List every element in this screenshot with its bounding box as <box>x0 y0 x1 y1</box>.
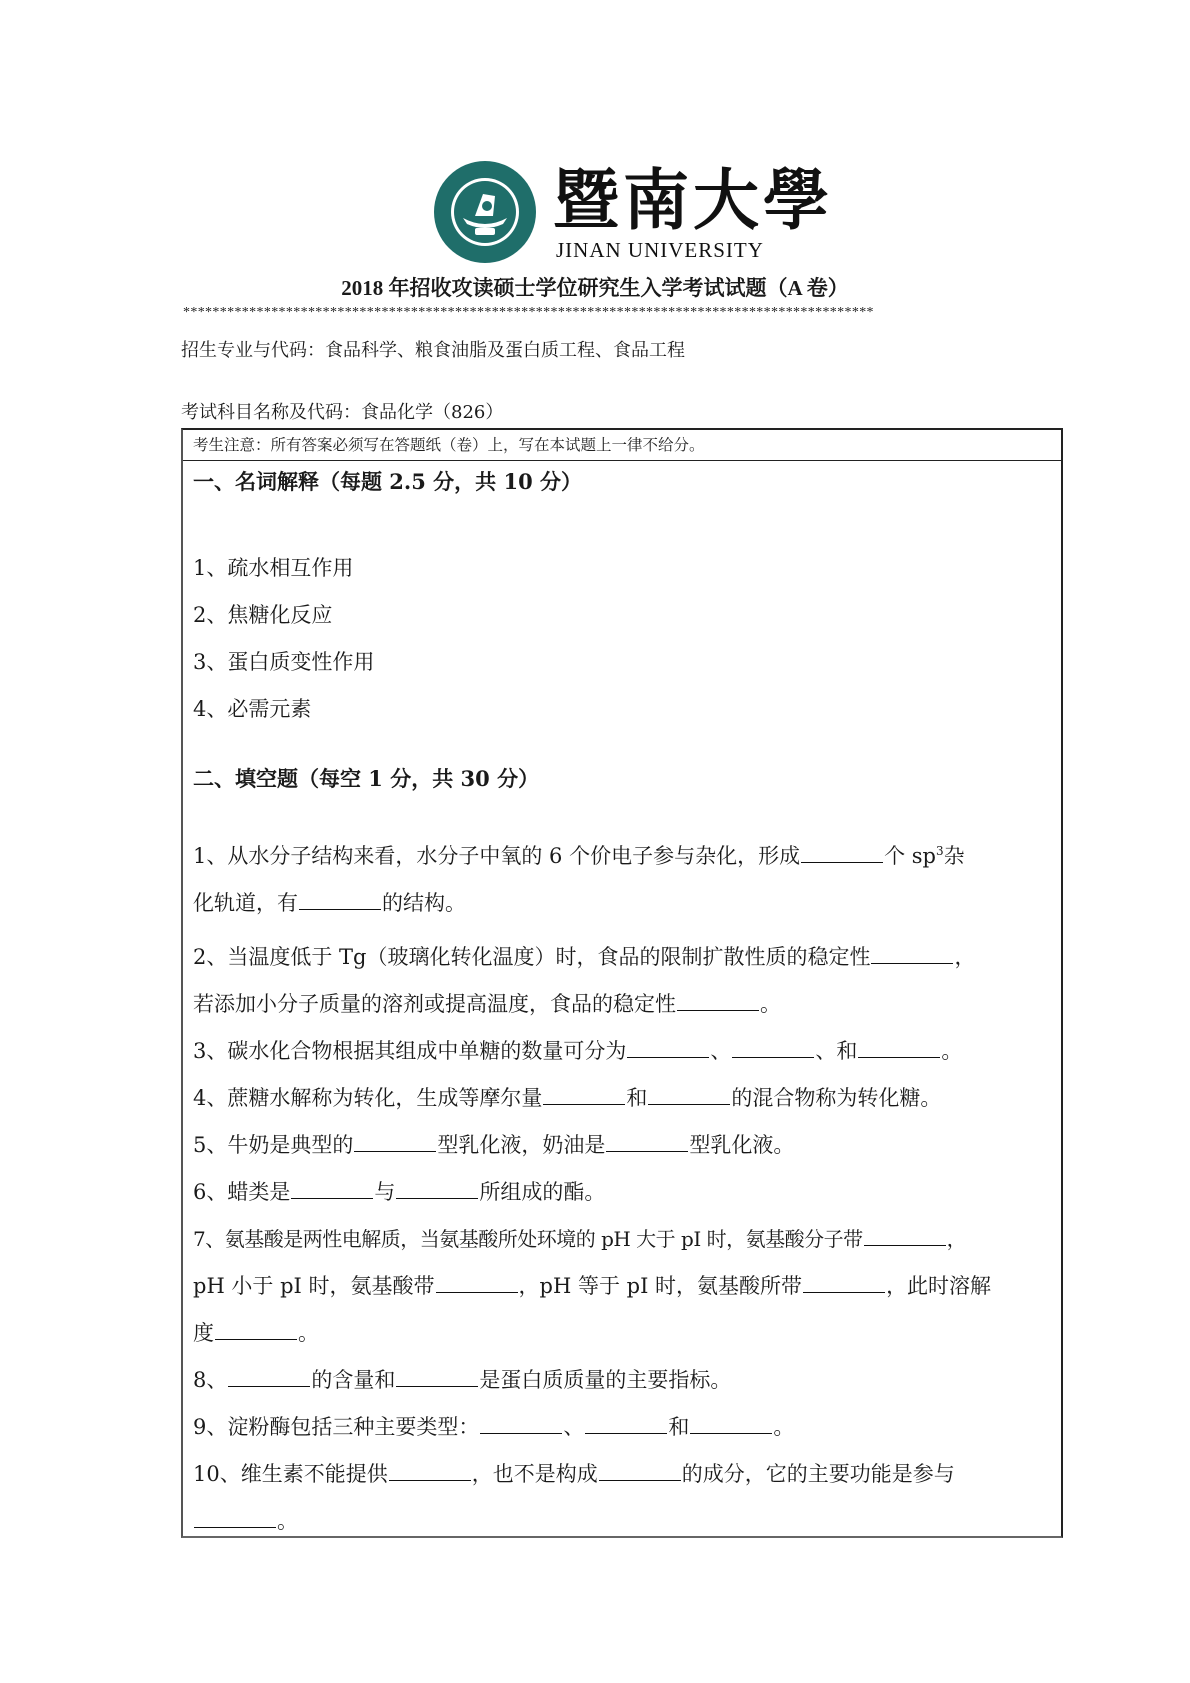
answer-blank <box>389 1462 471 1481</box>
q-text: 3、碳水化合物根据其组成中单糖的数量可分为 <box>193 1039 627 1063</box>
question-6 <box>193 1176 605 1206</box>
question-box <box>181 428 1063 1538</box>
q-text: 7、氨基酸是两性电解质，当氨基酸所处环境的 pH 大于 pI 时，氨基酸分子带 <box>193 1227 863 1251</box>
q-text: 6、蜡类是 <box>193 1180 291 1204</box>
answer-blank <box>606 1133 688 1152</box>
q-text: 是蛋白质质量的主要指标。 <box>479 1368 732 1392</box>
q-text: 和 <box>626 1086 648 1110</box>
q-text: 所组成的酯。 <box>479 1180 606 1204</box>
answer-blank <box>871 945 953 964</box>
q-text: pH 小于 pI 时，氨基酸带 <box>193 1274 435 1298</box>
question-4 <box>193 1082 941 1112</box>
question-1-cont <box>193 887 466 917</box>
q-text: ，pH 等于 pI 时，氨基酸所带 <box>518 1274 803 1298</box>
question-2 <box>193 941 975 971</box>
star-divider: ********************************************************************************************** <box>183 305 874 320</box>
q-text: 、 <box>563 1415 585 1439</box>
question-7-cont2 <box>193 1317 319 1347</box>
question-7-cont <box>193 1270 991 1300</box>
section1-heading: 一、名词解释（每题 2.5 分，共 10 分） <box>193 469 583 494</box>
major-line: 招生专业与代码：食品科学、粮食油脂及蛋白质工程、食品工程 <box>181 340 685 361</box>
q-text: 和 <box>668 1415 690 1439</box>
university-name-en: JINAN UNIVERSITY <box>556 238 764 262</box>
university-seal-logo <box>433 160 537 264</box>
term-item: 3、蛋白质变性作用 <box>193 650 375 674</box>
answer-blank <box>648 1086 730 1105</box>
q-text: ， <box>954 945 976 969</box>
q-text: 。 <box>773 1415 795 1439</box>
answer-blank <box>543 1086 625 1105</box>
answer-blank <box>354 1133 436 1152</box>
answer-blank <box>299 891 381 910</box>
answer-blank <box>215 1321 297 1340</box>
q-text: 。 <box>298 1321 319 1345</box>
q-text: 。 <box>277 1509 298 1533</box>
question-8 <box>193 1364 731 1394</box>
section2-heading: 二、填空题（每空 1 分，共 30 分） <box>193 766 540 791</box>
q-text: 杂 <box>943 844 965 868</box>
answer-blank <box>228 1368 310 1387</box>
q-text: 的混合物称为转化糖。 <box>731 1086 942 1110</box>
q-text: 、和 <box>815 1039 858 1063</box>
question-2-cont <box>193 988 781 1018</box>
university-name-cn: 暨南大學 <box>553 161 833 239</box>
q-superscript: 3 <box>935 844 944 858</box>
question-9 <box>193 1411 794 1441</box>
answer-blank <box>803 1274 885 1293</box>
question-3 <box>193 1035 962 1065</box>
q-text: 若添加小分子质量的溶剂或提高温度，食品的稳定性 <box>193 992 676 1016</box>
answer-blank <box>194 1509 276 1528</box>
answer-blank <box>396 1180 478 1199</box>
answer-blank <box>585 1415 667 1434</box>
answer-blank <box>801 844 883 863</box>
q-text: ，也不是构成 <box>471 1462 598 1486</box>
answer-blank <box>732 1039 814 1058</box>
seal-icon <box>433 160 537 264</box>
q-text: 度 <box>193 1321 214 1345</box>
answer-blank <box>858 1039 940 1058</box>
question-7 <box>193 1223 966 1252</box>
q-text: 、 <box>710 1039 732 1063</box>
q-text: ， <box>946 1227 967 1251</box>
q-text: ，此时溶解 <box>886 1274 992 1298</box>
q-text: 个 sp <box>884 844 936 868</box>
term-item: 4、必需元素 <box>193 697 312 721</box>
question-10 <box>193 1458 955 1488</box>
q-text: 的含量和 <box>311 1368 396 1392</box>
question-5 <box>193 1129 794 1159</box>
q-text: 的成分，它的主要功能是参与 <box>681 1462 955 1486</box>
q-text: 1、从水分子结构来看，水分子中氧的 6 个价电子参与杂化，形成 <box>193 844 801 868</box>
q-text: 。 <box>941 1039 963 1063</box>
answer-blank <box>291 1180 373 1199</box>
answer-blank <box>436 1274 518 1293</box>
q-text: 2、当温度低于 Tg（玻璃化转化温度）时，食品的限制扩散性质的稳定性 <box>193 945 871 969</box>
q-text: 5、牛奶是典型的 <box>193 1133 354 1157</box>
q-text: 型乳化液，奶油是 <box>437 1133 606 1157</box>
answer-blank <box>396 1368 478 1387</box>
term-item: 1、疏水相互作用 <box>193 556 354 580</box>
term-item: 2、焦糖化反应 <box>193 603 333 627</box>
subject-line: 考试科目名称及代码：食品化学（826） <box>181 402 504 423</box>
answer-blank <box>480 1415 562 1434</box>
q-text: 的结构。 <box>382 891 466 915</box>
q-text: 9、淀粉酶包括三种主要类型： <box>193 1415 480 1439</box>
q-text: 4、蔗糖水解称为转化，生成等摩尔量 <box>193 1086 543 1110</box>
exam-title: 2018 年招收攻读硕士学位研究生入学考试试题（A 卷） <box>341 276 849 300</box>
q-text: 8、 <box>193 1368 228 1392</box>
answer-blank <box>627 1039 709 1058</box>
q-text: 化轨道，有 <box>193 891 298 915</box>
question-10-cont <box>193 1505 298 1535</box>
q-text: 10、维生素不能提供 <box>193 1462 388 1486</box>
answer-blank <box>677 992 759 1011</box>
q-text: 型乳化液。 <box>689 1133 795 1157</box>
q-text: 与 <box>374 1180 396 1204</box>
q-text: 。 <box>760 992 781 1016</box>
answer-blank <box>864 1227 946 1246</box>
answer-blank <box>599 1462 681 1481</box>
question-1 <box>193 840 965 870</box>
candidate-notice: 考生注意：所有答案必须写在答题纸（卷）上，写在本试题上一律不给分。 <box>183 430 1061 461</box>
answer-blank <box>690 1415 772 1434</box>
